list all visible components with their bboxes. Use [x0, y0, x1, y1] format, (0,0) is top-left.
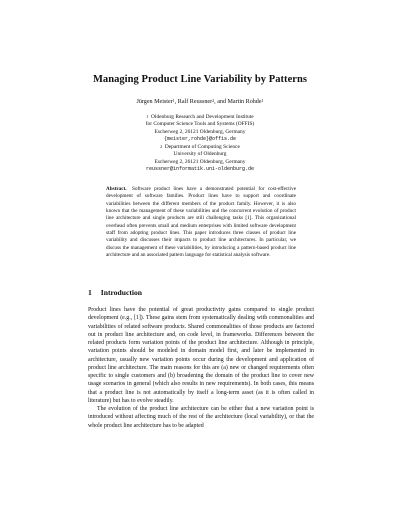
affiliation-mark: 2: [160, 144, 163, 149]
affiliation-mark: 1: [146, 114, 149, 119]
author-name: Martin Rohde: [227, 99, 262, 105]
abstract-text: Software product lines have a demonstrated potential for cost-effective development of software families. Product lines have to support and coordinate variabilities between the different members of the product family. However, it is also known that the management of these variabilities and the concurrent evolution of product line architecture and single products are still challenging tasks [1]. This organizational overhead often prevents small and medium enterprises with limited software development staff from adopting product lines. This paper introduces three classes of product line variability and discusses their impacts to product line architectures. In particular, we discuss the management of these variabilities, by introducing a pattern-based product line architecture and an associated pattern language for statistical analysis software.: [106, 186, 296, 259]
affiliation-line: Escherweg 2, 26121 Oldenburg, Germany: [154, 128, 246, 135]
body-paragraph: The evolution of the product line architecture can be either that a new variation point is introduced without affecting much of the rest of the architecture (local variability), or that the whole product line architecture has to be adapted: [88, 406, 314, 429]
affiliation-line: for Computer Science Tools and Systems (OFFIS): [145, 121, 255, 128]
section-heading: [88, 288, 142, 297]
paper-title: Managing Product Line Variability by Patterns: [92, 74, 308, 85]
affiliation-email: reussner@informatik.uni-oldenburg.de: [145, 166, 255, 173]
author-name: Jürgen Meister: [136, 99, 173, 105]
author-name: Ralf Reussner: [177, 99, 213, 105]
affiliation-email: {meister,rohde}@offis.de: [163, 136, 236, 143]
affiliation-line: Oldenburg Research and Development Institute: [151, 114, 254, 120]
section-number: 1: [88, 288, 92, 297]
author-line: [0, 99, 400, 105]
affiliation-1: [0, 114, 400, 144]
body-text: [88, 306, 314, 430]
author-affil-mark: 1: [172, 98, 175, 103]
author-separator: ,: [174, 99, 178, 105]
affiliation-2: [0, 144, 400, 174]
author-affil-mark: 1: [261, 98, 264, 103]
affiliation-line: Department of Computing Science: [164, 144, 240, 150]
body-paragraph: Product lines have the potential of great productivity gains compared to single product development (e.g., [1]). These gains stem from systematically dealing with commonalities and variabilities of related software products. Shared commonalities of those products are factored out in product line architecture and, on code level, in frameworks. Differences between the related products form variation points of the product line architecture. Although in principle, variation points should be modeled in domain model first, and later be implemented in architecture, usually new variation points occur during the development and application of product line architecture. The main reasons for this are (a) new or changed requirements often specific to single customers and (b) broadening the domain of the product line to cover new usage scenarios in general (which also results in new requirements). In both cases, this means that a product line is not automatically by itself a long-term asset (as it is often called in literature) but has to evolve steadily.: [88, 307, 314, 404]
author-separator: , and: [214, 99, 228, 105]
author-affil-mark: 2: [212, 98, 215, 103]
affiliation-line: Escherweg 2, 26121 Oldenburg, Germany: [154, 158, 246, 165]
affiliation-line: University of Oldenburg: [173, 151, 227, 158]
section-title: Introduction: [100, 288, 143, 297]
abstract-label: Abstract.: [106, 186, 127, 192]
abstract: [106, 186, 296, 259]
